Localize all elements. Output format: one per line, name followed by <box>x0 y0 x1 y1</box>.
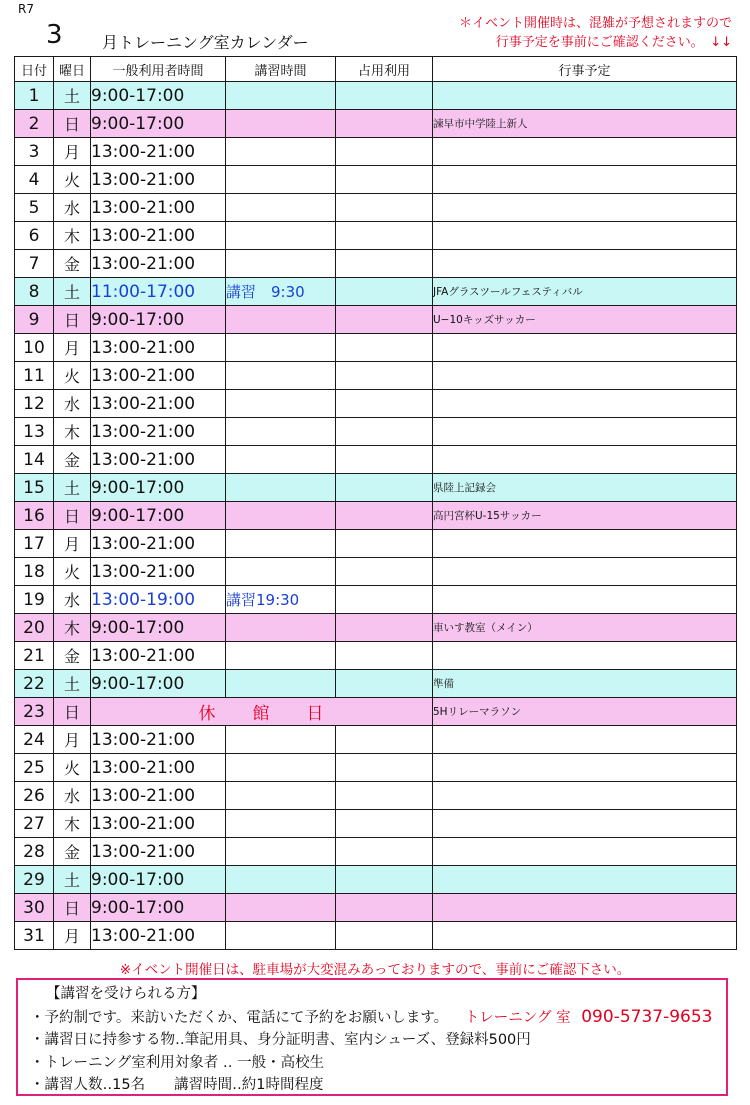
cell-occupied-use <box>336 922 433 950</box>
cell-general-hours: 9:00-17:00 <box>91 670 226 698</box>
cell-date: 27 <box>15 810 54 838</box>
cell-date: 2 <box>15 110 54 138</box>
cell-event <box>433 810 737 838</box>
cell-date: 10 <box>15 334 54 362</box>
table-row <box>15 362 737 390</box>
event-notice-line1: ＊イベント開催時は、混雑が予想されますので <box>458 16 732 31</box>
cell-event <box>433 446 737 474</box>
cell-general-hours: 13:00-21:00 <box>91 558 226 586</box>
cell-weekday: 月 <box>54 334 91 362</box>
event-notice <box>459 14 732 52</box>
cell-general-hours: 13:00-21:00 <box>91 642 226 670</box>
cell-date: 11 <box>15 362 54 390</box>
col-header-lecture-time: 講習時間 <box>226 57 336 82</box>
cell-event <box>433 866 737 894</box>
cell-occupied-use <box>336 306 433 334</box>
cell-lecture-time <box>226 502 336 530</box>
cell-lecture-time <box>226 754 336 782</box>
cell-general-hours: 9:00-17:00 <box>91 614 226 642</box>
table-row <box>15 558 737 586</box>
col-header-date: 日付 <box>15 57 54 82</box>
cell-event <box>433 726 737 754</box>
cell-weekday: 日 <box>54 110 91 138</box>
cell-event <box>433 838 737 866</box>
cell-lecture-time <box>226 866 336 894</box>
cell-general-hours: 9:00-17:00 <box>91 82 226 110</box>
cell-occupied-use <box>336 418 433 446</box>
cell-general-hours: 9:00-17:00 <box>91 110 226 138</box>
cell-date: 12 <box>15 390 54 418</box>
cell-date: 1 <box>15 82 54 110</box>
cell-event <box>433 558 737 586</box>
cell-weekday: 土 <box>54 278 91 306</box>
cell-lecture-time: 講習 9:30 <box>226 278 336 306</box>
cell-occupied-use <box>336 558 433 586</box>
cell-lecture-time <box>226 782 336 810</box>
cell-general-hours: 13:00-21:00 <box>91 138 226 166</box>
cell-weekday: 火 <box>54 558 91 586</box>
cell-occupied-use <box>336 278 433 306</box>
cell-occupied-use <box>336 726 433 754</box>
cell-date: 14 <box>15 446 54 474</box>
cell-weekday: 土 <box>54 474 91 502</box>
info-title: 【講習を受けられる方】 <box>46 986 206 1002</box>
cell-occupied-use <box>336 446 433 474</box>
cell-general-hours: 13:00-21:00 <box>91 726 226 754</box>
cell-event <box>433 362 737 390</box>
cell-event: 諫早市中学陸上新人 <box>433 110 737 138</box>
cell-weekday: 日 <box>54 502 91 530</box>
cell-general-hours: 13:00-21:00 <box>91 194 226 222</box>
cell-event <box>433 642 737 670</box>
cell-event <box>433 222 737 250</box>
calendar-table <box>14 56 737 950</box>
cell-general-hours: 13:00-21:00 <box>91 754 226 782</box>
cell-weekday: 水 <box>54 390 91 418</box>
cell-occupied-use <box>336 586 433 614</box>
cell-occupied-use <box>336 362 433 390</box>
cell-date: 18 <box>15 558 54 586</box>
cell-event <box>433 390 737 418</box>
cell-lecture-time <box>226 894 336 922</box>
cell-date: 30 <box>15 894 54 922</box>
table-row <box>15 222 737 250</box>
cell-occupied-use <box>336 782 433 810</box>
cell-date: 22 <box>15 670 54 698</box>
cell-date: 15 <box>15 474 54 502</box>
cell-event <box>433 530 737 558</box>
cell-weekday: 木 <box>54 614 91 642</box>
cell-weekday: 木 <box>54 418 91 446</box>
cell-date: 13 <box>15 418 54 446</box>
table-row <box>15 726 737 754</box>
cell-event <box>433 894 737 922</box>
cell-lecture-time <box>226 82 336 110</box>
contact-label: トレーニング 室 <box>464 1009 571 1026</box>
cell-occupied-use <box>336 222 433 250</box>
info-reservation-text: ・予約制です。来訪いただくか、電話にて予約をお願いします。 <box>30 1009 449 1026</box>
cell-weekday: 月 <box>54 530 91 558</box>
cell-weekday: 金 <box>54 446 91 474</box>
cell-date: 28 <box>15 838 54 866</box>
cell-lecture-time <box>226 530 336 558</box>
cell-lecture-time <box>226 922 336 950</box>
cell-general-hours: 13:00-21:00 <box>91 418 226 446</box>
cell-event: JFAグラスツールフェスティバル <box>433 278 737 306</box>
cell-weekday: 火 <box>54 166 91 194</box>
cell-lecture-time <box>226 446 336 474</box>
cell-occupied-use <box>336 166 433 194</box>
cell-lecture-time <box>226 558 336 586</box>
table-row <box>15 474 737 502</box>
cell-occupied-use <box>336 838 433 866</box>
cell-weekday: 日 <box>54 698 91 726</box>
cell-date: 24 <box>15 726 54 754</box>
cell-event: 県陸上記録会 <box>433 474 737 502</box>
cell-date: 16 <box>15 502 54 530</box>
table-row <box>15 166 737 194</box>
table-row <box>15 894 737 922</box>
cell-date: 25 <box>15 754 54 782</box>
cell-weekday: 金 <box>54 250 91 278</box>
cell-lecture-time <box>226 250 336 278</box>
cell-weekday: 火 <box>54 754 91 782</box>
col-header-general-hours: 一般利用者時間 <box>91 57 226 82</box>
cell-event <box>433 922 737 950</box>
cell-occupied-use <box>336 334 433 362</box>
cell-general-hours: 13:00-21:00 <box>91 838 226 866</box>
cell-lecture-time <box>226 138 336 166</box>
cell-weekday: 水 <box>54 194 91 222</box>
cell-general-hours: 13:00-21:00 <box>91 922 226 950</box>
cell-weekday: 日 <box>54 306 91 334</box>
table-row <box>15 530 737 558</box>
cell-weekday: 火 <box>54 362 91 390</box>
info-line-eligibility: ・トレーニング室利用対象者 ‥ 一般・高校生 <box>30 1054 325 1071</box>
cell-lecture-time <box>226 390 336 418</box>
table-row <box>15 334 737 362</box>
cell-occupied-use <box>336 754 433 782</box>
cell-weekday: 金 <box>54 642 91 670</box>
cell-lecture-time <box>226 474 336 502</box>
parking-footnote: ※イベント開催日は、駐車場が大変混みあっておりますので、事前にご確認下さい。 <box>119 962 631 978</box>
cell-occupied-use <box>336 138 433 166</box>
cell-occupied-use <box>336 866 433 894</box>
table-row <box>15 138 737 166</box>
cell-lecture-time <box>226 334 336 362</box>
cell-general-hours: 13:00-21:00 <box>91 166 226 194</box>
cell-date: 9 <box>15 306 54 334</box>
cell-occupied-use <box>336 474 433 502</box>
cell-event <box>433 586 737 614</box>
cell-general-hours: 9:00-17:00 <box>91 866 226 894</box>
cell-lecture-time <box>226 838 336 866</box>
cell-date: 6 <box>15 222 54 250</box>
table-row <box>15 586 737 614</box>
cell-date: 26 <box>15 782 54 810</box>
cell-general-hours: 9:00-17:00 <box>91 474 226 502</box>
cell-occupied-use <box>336 110 433 138</box>
table-row <box>15 698 737 726</box>
col-header-events: 行事予定 <box>433 57 737 82</box>
cell-date: 8 <box>15 278 54 306</box>
cell-event: U−10キッズサッカー <box>433 306 737 334</box>
cell-date: 5 <box>15 194 54 222</box>
era-label: R7 <box>18 2 34 16</box>
cell-general-hours: 13:00-19:00 <box>91 586 226 614</box>
cell-event: 5Hリレーマラソン <box>433 698 737 726</box>
cell-event: 準備 <box>433 670 737 698</box>
cell-event <box>433 418 737 446</box>
cell-general-hours: 13:00-21:00 <box>91 810 226 838</box>
table-row <box>15 782 737 810</box>
table-row <box>15 838 737 866</box>
cell-event <box>433 166 737 194</box>
cell-lecture-time <box>226 614 336 642</box>
month-number: 3 <box>46 20 63 50</box>
cell-event: 高円宮杯U-15サッカー <box>433 502 737 530</box>
cell-lecture-time <box>226 222 336 250</box>
cell-date: 23 <box>15 698 54 726</box>
col-header-occupied-use: 占用利用 <box>336 57 433 82</box>
cell-general-hours: 11:00-17:00 <box>91 278 226 306</box>
cell-event <box>433 334 737 362</box>
cell-occupied-use <box>336 82 433 110</box>
cell-occupied-use <box>336 502 433 530</box>
cell-event <box>433 782 737 810</box>
cell-weekday: 月 <box>54 726 91 754</box>
cell-weekday: 土 <box>54 866 91 894</box>
cell-general-hours: 13:00-21:00 <box>91 250 226 278</box>
table-row <box>15 810 737 838</box>
cell-general-hours: 13:00-21:00 <box>91 782 226 810</box>
cell-general-hours: 13:00-21:00 <box>91 362 226 390</box>
cell-closed-notice: 休 館 日 <box>91 698 433 726</box>
cell-event <box>433 82 737 110</box>
cell-event: 車いす教室（メイン） <box>433 614 737 642</box>
cell-general-hours: 9:00-17:00 <box>91 502 226 530</box>
table-row <box>15 866 737 894</box>
col-header-weekday: 曜日 <box>54 57 91 82</box>
cell-lecture-time <box>226 110 336 138</box>
table-row <box>15 390 737 418</box>
cell-event <box>433 754 737 782</box>
cell-lecture-time <box>226 166 336 194</box>
info-line-capacity: ・講習人数‥15名 講習時間‥約1時間程度 <box>30 1077 324 1093</box>
table-row <box>15 306 737 334</box>
cell-lecture-time <box>226 810 336 838</box>
table-row <box>15 250 737 278</box>
cell-date: 4 <box>15 166 54 194</box>
cell-occupied-use <box>336 194 433 222</box>
table-row <box>15 110 737 138</box>
table-row <box>15 614 737 642</box>
cell-lecture-time: 講習19:30 <box>226 586 336 614</box>
cell-event <box>433 250 737 278</box>
cell-event <box>433 194 737 222</box>
cell-weekday: 月 <box>54 922 91 950</box>
table-row <box>15 642 737 670</box>
cell-general-hours: 9:00-17:00 <box>91 894 226 922</box>
cell-occupied-use <box>336 894 433 922</box>
event-notice-line2: 行事予定を事前にご確認ください。 ↓↓ <box>495 35 732 50</box>
cell-weekday: 木 <box>54 810 91 838</box>
cell-weekday: 土 <box>54 670 91 698</box>
calendar-body <box>15 82 737 950</box>
cell-date: 17 <box>15 530 54 558</box>
cell-lecture-time <box>226 670 336 698</box>
table-row <box>15 922 737 950</box>
cell-date: 3 <box>15 138 54 166</box>
cell-event <box>433 138 737 166</box>
cell-occupied-use <box>336 390 433 418</box>
cell-occupied-use <box>336 642 433 670</box>
cell-general-hours: 9:00-17:00 <box>91 306 226 334</box>
cell-general-hours: 13:00-21:00 <box>91 390 226 418</box>
cell-lecture-time <box>226 362 336 390</box>
table-row <box>15 194 737 222</box>
cell-general-hours: 13:00-21:00 <box>91 222 226 250</box>
cell-weekday: 日 <box>54 894 91 922</box>
cell-weekday: 金 <box>54 838 91 866</box>
cell-date: 29 <box>15 866 54 894</box>
cell-general-hours: 13:00-21:00 <box>91 530 226 558</box>
table-row <box>15 446 737 474</box>
cell-lecture-time <box>226 642 336 670</box>
cell-weekday: 月 <box>54 138 91 166</box>
cell-lecture-time <box>226 418 336 446</box>
cell-date: 20 <box>15 614 54 642</box>
cell-occupied-use <box>336 810 433 838</box>
table-row <box>15 754 737 782</box>
table-row <box>15 82 737 110</box>
cell-weekday: 土 <box>54 82 91 110</box>
phone-number: 090-5737-9653 <box>581 1006 713 1027</box>
cell-date: 7 <box>15 250 54 278</box>
cell-occupied-use <box>336 530 433 558</box>
info-line-reservation <box>30 1006 714 1030</box>
cell-occupied-use <box>336 614 433 642</box>
cell-date: 19 <box>15 586 54 614</box>
cell-date: 31 <box>15 922 54 950</box>
cell-date: 21 <box>15 642 54 670</box>
cell-weekday: 水 <box>54 586 91 614</box>
cell-general-hours: 13:00-21:00 <box>91 334 226 362</box>
lecture-info-box <box>16 978 728 1096</box>
cell-general-hours: 13:00-21:00 <box>91 446 226 474</box>
cell-lecture-time <box>226 194 336 222</box>
cell-weekday: 水 <box>54 782 91 810</box>
table-row <box>15 418 737 446</box>
cell-lecture-time <box>226 306 336 334</box>
table-row <box>15 670 737 698</box>
cell-occupied-use <box>336 250 433 278</box>
header-row <box>15 57 737 82</box>
info-line-items: ・講習日に持参する物‥筆記用具、身分証明書、室内シューズ、登録料500円 <box>30 1032 531 1048</box>
table-row <box>15 278 737 306</box>
cell-occupied-use <box>336 670 433 698</box>
cell-weekday: 木 <box>54 222 91 250</box>
table-row <box>15 502 737 530</box>
calendar-title: 月トレーニング室カレンダー <box>102 33 309 52</box>
cell-lecture-time <box>226 726 336 754</box>
